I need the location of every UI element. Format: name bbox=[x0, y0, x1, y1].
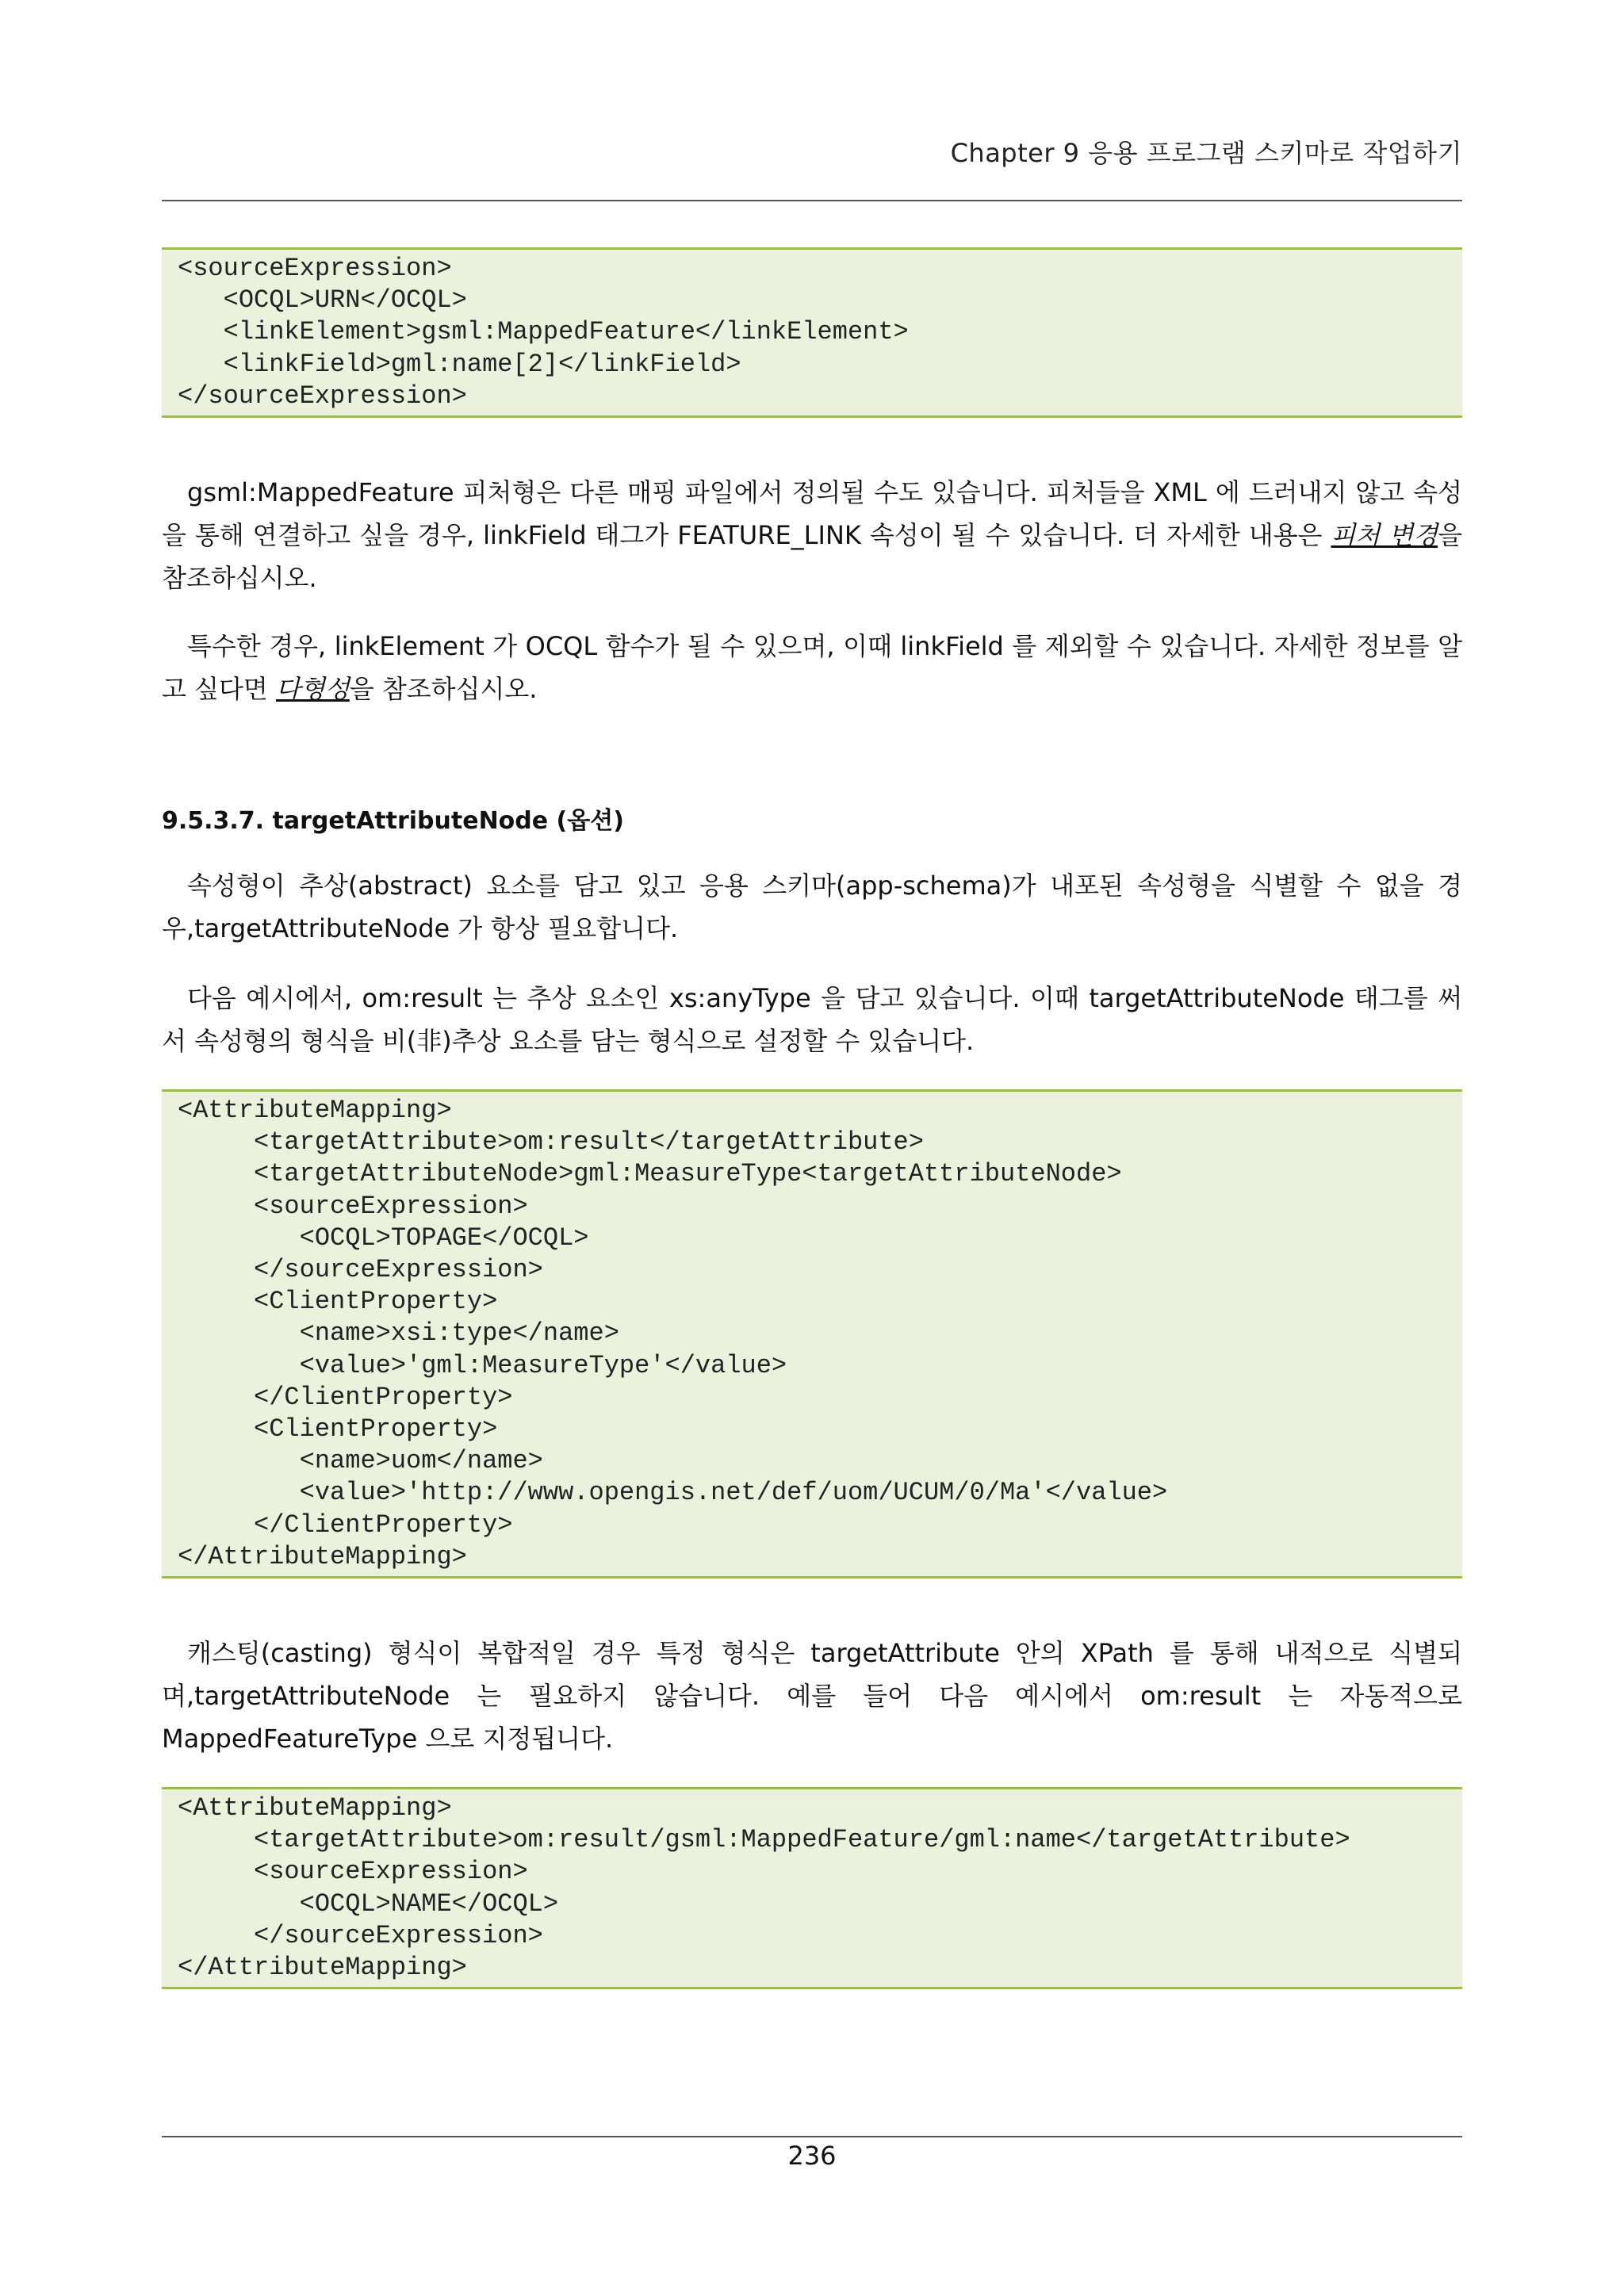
code-line: <sourceExpression> bbox=[178, 1857, 528, 1887]
code-block-attribute-mapping-xpath bbox=[162, 1787, 1462, 1989]
paragraph-text-end: 을 참조하십시오. bbox=[349, 674, 538, 704]
paragraph-text: gsml:MappedFeature 피처형은 다른 매핑 파일에서 정의될 수도 있습니다. 피처들을 XML 에 드러내지 않고 속성을 통해 연결하고 싶을 경우, linkField 태그가 FEATURE_LINK 속성이 될 수 있습니다. 더 자세한 내용은 bbox=[162, 477, 1462, 550]
code-line: <AttributeMapping> bbox=[178, 1793, 452, 1823]
code-line: <value>'http://www.opengis.net/def/uom/UCUM/0/Ma'</value> bbox=[178, 1478, 1168, 1508]
code-line: </ClientProperty> bbox=[178, 1510, 513, 1540]
code-line: <OCQL>NAME</OCQL> bbox=[178, 1888, 559, 1919]
link-polymorphism[interactable]: 다형성 bbox=[276, 674, 350, 704]
code-line: </sourceExpression> bbox=[178, 1920, 543, 1950]
code-line: <linkElement>gsml:MappedFeature</linkElement> bbox=[178, 317, 909, 347]
code-line: </ClientProperty> bbox=[178, 1382, 513, 1412]
page-header bbox=[162, 119, 1462, 201]
paragraph-text: 캐스팅(casting) 형식이 복합적일 경우 특정 형식은 targetAttribute 안의 XPath 를 통해 내적으로 식별되며,targetAttributeNode 는 필요하지 않습니다. 예를 들어 다음 예시에서 om:result 는 자동적으로 MappedFeatureType 으로 지정됩니다. bbox=[162, 1638, 1462, 1754]
chapter-title: Chapter 9 응용 프로그램 스키마로 작업하기 bbox=[950, 138, 1462, 168]
paragraph-mapped-feature bbox=[162, 471, 1462, 599]
code-line: <targetAttributeNode>gml:MeasureType<targetAttributeNode> bbox=[178, 1159, 1122, 1189]
paragraph-example bbox=[162, 977, 1462, 1062]
code-line: <linkField>gml:name[2]</linkField> bbox=[178, 349, 741, 379]
code-block-attribute-mapping bbox=[162, 1089, 1462, 1578]
paragraph-text-end: 을 참조하십시오. bbox=[162, 520, 1462, 593]
paragraph-text: 특수한 경우, linkElement 가 OCQL 함수가 될 수 있으며, 이때 linkField 를 제외할 수 있습니다. 자세한 정보를 알고 싶다면 bbox=[162, 631, 1462, 704]
code-line: <value>'gml:MeasureType'</value> bbox=[178, 1350, 787, 1380]
code-line: <OCQL>TOPAGE</OCQL> bbox=[178, 1223, 589, 1253]
code-line: </AttributeMapping> bbox=[178, 1953, 467, 1983]
paragraph-casting bbox=[162, 1632, 1462, 1760]
code-line: <targetAttribute>om:result</targetAttribute> bbox=[178, 1127, 924, 1158]
code-line: <sourceExpression> bbox=[178, 1191, 528, 1221]
code-line: <sourceExpression> bbox=[178, 254, 452, 283]
paragraph-abstract bbox=[162, 864, 1462, 950]
code-line: <name>xsi:type</name> bbox=[178, 1318, 619, 1349]
code-block-source-expression bbox=[162, 247, 1462, 418]
code-line: </AttributeMapping> bbox=[178, 1541, 467, 1571]
paragraph-text: 속성형이 추상(abstract) 요소를 담고 있고 응용 스키마(app-schema)가 내포된 속성형을 식별할 수 없을 경우,targetAttributeNode 가 항상 필요합니다. bbox=[162, 871, 1462, 943]
code-line: <AttributeMapping> bbox=[178, 1096, 452, 1125]
page-number: 236 bbox=[787, 2141, 837, 2171]
code-line: <ClientProperty> bbox=[178, 1414, 498, 1445]
paragraph-link-element bbox=[162, 625, 1462, 710]
footer-divider bbox=[162, 2136, 1462, 2137]
section-heading: 9.5.3.7. targetAttributeNode (옵션) bbox=[162, 807, 624, 835]
code-line: <OCQL>URN</OCQL> bbox=[178, 285, 467, 316]
code-line: <targetAttribute>om:result/gsml:MappedFeature/gml:name</targetAttribute> bbox=[178, 1825, 1350, 1855]
link-feature-chaining[interactable]: 피처 변경 bbox=[1331, 520, 1438, 550]
code-line: <ClientProperty> bbox=[178, 1287, 498, 1317]
code-line: </sourceExpression> bbox=[178, 381, 467, 411]
paragraph-text: 다음 예시에서, om:result 는 추상 요소인 xs:anyType 을 담고 있습니다. 이때 targetAttributeNode 태그를 써서 속성형의 형식을 비(非)추상 요소를 담는 형식으로 설정할 수 있습니다. bbox=[162, 983, 1462, 1056]
code-line: </sourceExpression> bbox=[178, 1255, 543, 1285]
code-line: <name>uom</name> bbox=[178, 1446, 543, 1476]
